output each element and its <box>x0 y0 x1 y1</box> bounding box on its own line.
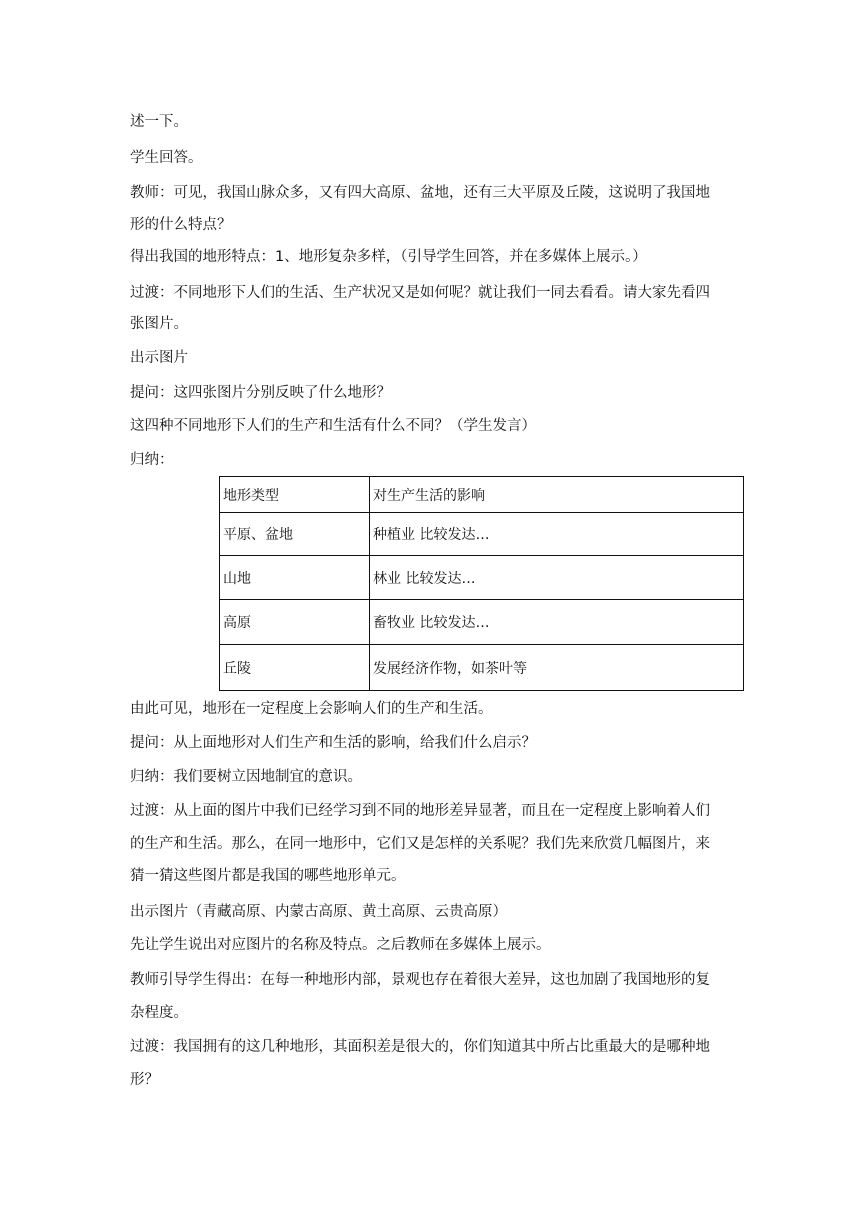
paragraph: 学生回答。 <box>130 150 203 166</box>
terrain-impact-table <box>219 476 744 691</box>
paragraph: 提问：这四张图片分别反映了什么地形？ <box>130 385 391 401</box>
table-header-cell: 地形类型 <box>220 477 370 513</box>
table-cell: 种植业 比较发达… <box>370 513 744 556</box>
paragraph: 先让学生说出对应图片的名称及特点。之后教师在多媒体上展示。 <box>130 937 551 953</box>
table-cell: 山地 <box>220 556 370 600</box>
paragraph: 归纳：我们要树立因地制宜的意识。 <box>130 769 362 785</box>
table-cell: 发展经济作物，如茶叶等 <box>370 645 744 691</box>
paragraph: 过渡：不同地形下人们的生活、生产状况又是如何呢？就让我们一同去看看。请大家先看四 <box>130 285 710 301</box>
paragraph: 出示图片（青藏高原、内蒙古高原、黄土高原、云贵高原） <box>130 904 507 920</box>
table-header-row <box>220 477 744 513</box>
table-cell: 畜牧业 比较发达… <box>370 600 744 645</box>
paragraph: 形？ <box>130 1072 159 1088</box>
paragraph: 由此可见，地形在一定程度上会影响人们的生产和生活。 <box>130 701 493 717</box>
paragraph: 得出我国的地形特点：1、地形复杂多样，（引导学生回答，并在多媒体上展示。） <box>130 249 647 265</box>
table-row <box>220 600 744 645</box>
table-row <box>220 513 744 556</box>
paragraph: 这四种不同地形下人们的生产和生活有什么不同？（学生发言） <box>130 418 536 434</box>
paragraph: 过渡：我国拥有的这几种地形，其面积差是很大的，你们知道其中所占比重最大的是哪种地 <box>130 1039 710 1055</box>
paragraph: 张图片。 <box>130 316 188 332</box>
table-cell: 丘陵 <box>220 645 370 691</box>
table-row <box>220 645 744 691</box>
paragraph: 出示图片 <box>130 350 188 366</box>
paragraph: 杂程度。 <box>130 1005 188 1021</box>
paragraph: 猜一猜这些图片都是我国的哪些地形单元。 <box>130 868 406 884</box>
paragraph: 述一下。 <box>130 114 188 130</box>
table-header-cell: 对生产生活的影响 <box>370 477 744 513</box>
paragraph: 教师：可见，我国山脉众多，又有四大高原、盆地，还有三大平原及丘陵，这说明了我国地 <box>130 185 710 201</box>
paragraph: 教师引导学生得出：在每一种地形内部，景观也存在着很大差异，这也加剧了我国地形的复 <box>130 972 710 988</box>
table-cell: 林业 比较发达… <box>370 556 744 600</box>
paragraph: 的生产和生活。那么，在同一地形中，它们又是怎样的关系呢？我们先来欣赏几幅图片，来 <box>130 836 710 852</box>
paragraph: 过渡：从上面的图片中我们已经学习到不同的地形差异显著，而且在一定程度上影响着人们 <box>130 803 710 819</box>
table-row <box>220 556 744 600</box>
paragraph: 形的什么特点？ <box>130 217 232 233</box>
table-cell: 平原、盆地 <box>220 513 370 556</box>
paragraph: 归纳： <box>130 452 174 468</box>
table-cell: 高原 <box>220 600 370 645</box>
paragraph: 提问：从上面地形对人们生产和生活的影响，给我们什么启示？ <box>130 735 536 751</box>
